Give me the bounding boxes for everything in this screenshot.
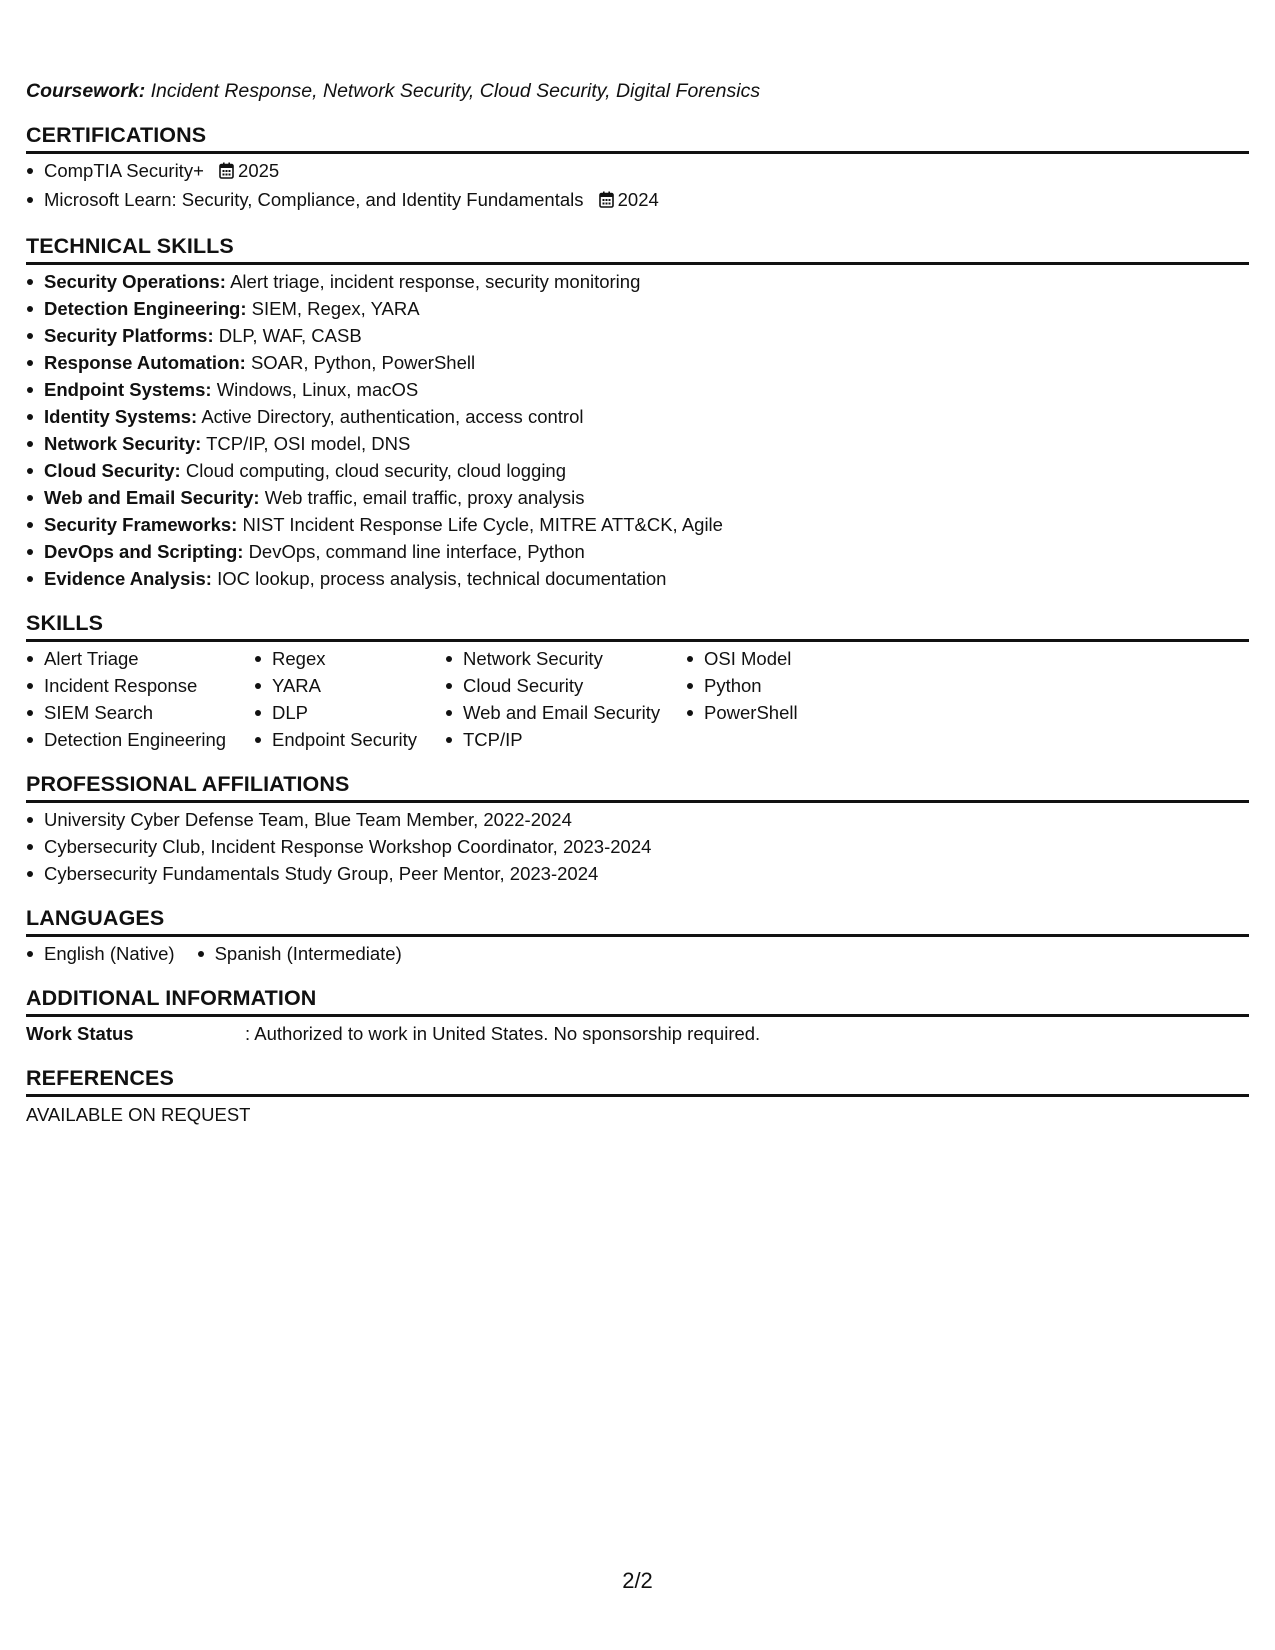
technical-skill-value: SIEM, Regex, YARA — [251, 298, 420, 319]
technical-skill-value: DevOps, command line interface, Python — [248, 541, 585, 562]
affiliation-item: Cybersecurity Fundamentals Study Group, Peer Mentor, 2023-2024 — [26, 860, 1249, 887]
coursework-value: Incident Response, Network Security, Cloud Security, Digital Forensics — [150, 80, 761, 102]
skill-item: DLP — [254, 699, 445, 726]
skills-column — [254, 645, 445, 753]
technical-skills-heading: TECHNICAL SKILLS — [26, 233, 1249, 265]
technical-skill-label: Endpoint Systems: — [44, 379, 212, 400]
skills-grid — [26, 645, 1249, 753]
technical-skill-value: SOAR, Python, PowerShell — [250, 352, 476, 373]
technical-skill-label: Web and Email Security: — [44, 487, 260, 508]
skill-item: Cloud Security — [445, 672, 686, 699]
technical-skill-item — [26, 268, 1249, 295]
languages-heading: LANGUAGES — [26, 905, 1249, 937]
references-heading: REFERENCES — [26, 1065, 1249, 1097]
technical-skill-value: Alert triage, incident response, security monitoring — [230, 271, 641, 292]
technical-skill-label: DevOps and Scripting: — [44, 541, 244, 562]
technical-skills-list — [26, 268, 1249, 592]
calendar-icon — [219, 159, 234, 186]
coursework-label: Coursework: — [26, 80, 146, 102]
technical-skill-value: Cloud computing, cloud security, cloud logging — [185, 460, 567, 481]
certification-item — [26, 157, 1249, 186]
technical-skill-label: Security Frameworks: — [44, 514, 238, 535]
skill-item: PowerShell — [686, 699, 866, 726]
technical-skill-item — [26, 349, 1249, 376]
technical-skill-value: TCP/IP, OSI model, DNS — [206, 433, 411, 454]
skill-item: Endpoint Security — [254, 726, 445, 753]
certifications-heading: CERTIFICATIONS — [26, 122, 1249, 154]
skills-heading: SKILLS — [26, 610, 1249, 642]
technical-skill-item — [26, 403, 1249, 430]
technical-skill-item — [26, 457, 1249, 484]
skills-column — [445, 645, 686, 753]
technical-skill-item — [26, 484, 1249, 511]
technical-skill-label: Detection Engineering: — [44, 298, 247, 319]
language-item: English (Native) — [26, 940, 175, 967]
certification-year: 2024 — [617, 189, 659, 210]
skill-item: Web and Email Security — [445, 699, 686, 726]
skill-item: Alert Triage — [26, 645, 254, 672]
additional-information-section — [26, 985, 1249, 1047]
technical-skill-item — [26, 376, 1249, 403]
technical-skill-item — [26, 511, 1249, 538]
technical-skill-label: Security Platforms: — [44, 325, 214, 346]
additional-information-heading: ADDITIONAL INFORMATION — [26, 985, 1249, 1017]
affiliations-list — [26, 806, 1249, 887]
skill-item: SIEM Search — [26, 699, 254, 726]
technical-skill-item — [26, 430, 1249, 457]
technical-skill-label: Security Operations: — [44, 271, 226, 292]
skill-item: OSI Model — [686, 645, 866, 672]
languages-section — [26, 905, 1249, 967]
skill-item: Incident Response — [26, 672, 254, 699]
technical-skill-label: Cloud Security: — [44, 460, 181, 481]
affiliation-item: University Cyber Defense Team, Blue Team Member, 2022-2024 — [26, 806, 1249, 833]
technical-skill-item — [26, 295, 1249, 322]
technical-skill-value: Active Directory, authentication, access control — [201, 406, 584, 427]
skills-column — [686, 645, 866, 753]
technical-skill-item — [26, 565, 1249, 592]
technical-skill-label: Evidence Analysis: — [44, 568, 212, 589]
technical-skill-value: IOC lookup, process analysis, technical documentation — [217, 568, 667, 589]
skill-item: YARA — [254, 672, 445, 699]
certification-year: 2025 — [238, 160, 280, 181]
references-text: AVAILABLE ON REQUEST — [26, 1104, 251, 1125]
skill-item: Network Security — [445, 645, 686, 672]
technical-skill-label: Network Security: — [44, 433, 202, 454]
certifications-list — [26, 157, 1249, 215]
skills-section — [26, 610, 1249, 753]
certification-item — [26, 186, 1249, 215]
technical-skill-label: Identity Systems: — [44, 406, 198, 427]
certifications-section — [26, 122, 1249, 215]
technical-skill-value: Web traffic, email traffic, proxy analysis — [264, 487, 585, 508]
affiliations-heading: PROFESSIONAL AFFILIATIONS — [26, 771, 1249, 803]
technical-skill-value: DLP, WAF, CASB — [218, 325, 362, 346]
page-number: 2/2 — [622, 1568, 653, 1593]
technical-skill-item — [26, 538, 1249, 565]
technical-skills-section — [26, 233, 1249, 592]
work-status-row — [26, 1020, 1249, 1047]
technical-skill-value: NIST Incident Response Life Cycle, MITRE ATT&CK, Agile — [242, 514, 723, 535]
language-item: Spanish (Intermediate) — [197, 940, 402, 967]
skill-item: Detection Engineering — [26, 726, 254, 753]
technical-skill-label: Response Automation: — [44, 352, 246, 373]
skill-item: Python — [686, 672, 866, 699]
resume-page — [26, 78, 1249, 1128]
calendar-icon — [599, 188, 614, 215]
affiliations-section — [26, 771, 1249, 887]
skill-item: Regex — [254, 645, 445, 672]
certification-name: Microsoft Learn: Security, Compliance, and Identity Fundamentals — [44, 189, 584, 210]
work-status-value: : Authorized to work in United States. No sponsorship required. — [245, 1023, 761, 1044]
coursework-line — [26, 78, 1249, 104]
technical-skill-value: Windows, Linux, macOS — [216, 379, 419, 400]
certification-name: CompTIA Security+ — [44, 160, 204, 181]
languages-list — [26, 940, 1249, 967]
work-status-label: Work Status — [26, 1023, 134, 1044]
skills-column — [26, 645, 254, 753]
technical-skill-item — [26, 322, 1249, 349]
references-section — [26, 1065, 1249, 1128]
affiliation-item: Cybersecurity Club, Incident Response Workshop Coordinator, 2023-2024 — [26, 833, 1249, 860]
skill-item: TCP/IP — [445, 726, 686, 753]
